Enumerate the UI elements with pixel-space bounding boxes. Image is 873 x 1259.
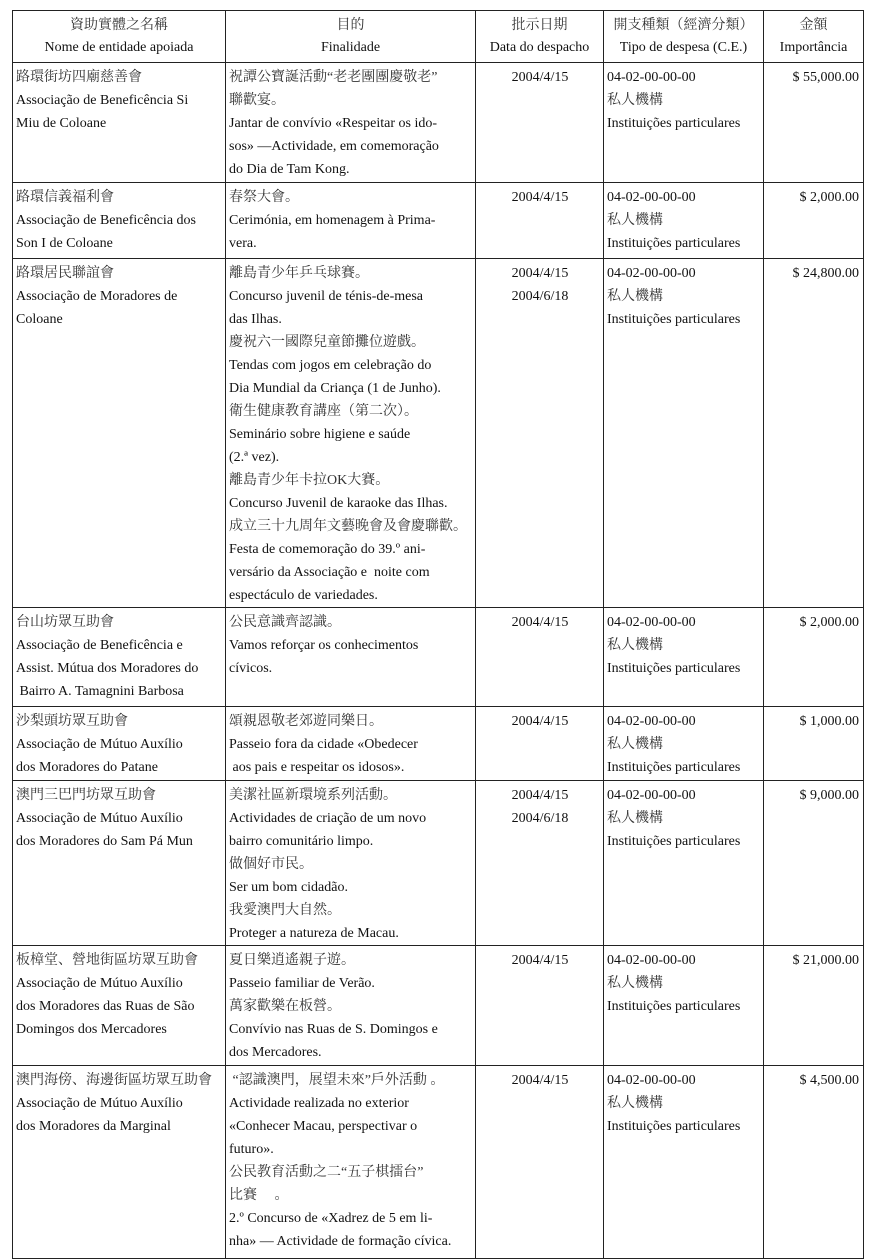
cell-date — [476, 781, 604, 946]
cell-purpose-line: 成立三十九周年文藝晚會及會慶聯歡。 — [229, 519, 467, 534]
cell-purpose-line: Ser um bom cidadão. — [229, 880, 348, 895]
cell-type-line: 04-02-00-00-00 — [607, 190, 696, 205]
cell-purpose — [226, 707, 476, 781]
cell-amount — [764, 259, 864, 608]
cell-amount — [764, 608, 864, 707]
cell-type-line: 04-02-00-00-00 — [607, 266, 696, 281]
cell-type — [604, 781, 764, 946]
cell-entity — [13, 259, 226, 608]
cell-purpose-line: sos» —Actividade, em comemoração — [229, 139, 439, 154]
cell-type-line: 私人機構 — [607, 213, 663, 228]
cell-purpose-line: Passeio familiar de Verão. — [229, 976, 375, 991]
cell-purpose — [226, 608, 476, 707]
cell-type-line: 私人機構 — [607, 289, 663, 304]
header-amount — [764, 11, 864, 63]
cell-entity-line: Associação de Moradores de — [16, 289, 178, 304]
cell-purpose-line: 祝譚公寶誕活動“老老團團慶敬老” — [229, 70, 438, 85]
cell-date-line: 2004/4/15 — [511, 953, 569, 968]
cell-type — [604, 63, 764, 183]
cell-amount-line: $ 2,000.00 — [799, 190, 859, 205]
table-row — [13, 946, 864, 1066]
cell-purpose-line: 聯歡宴。 — [229, 93, 285, 108]
cell-date — [476, 63, 604, 183]
header-pt: Nome de entidade apoiada — [44, 40, 194, 55]
cell-purpose-line: Seminário sobre higiene e saúde — [229, 427, 411, 442]
cell-purpose-line: (2.ª vez). — [229, 450, 280, 465]
cell-purpose-line: 頌親恩敬老郊遊同樂日。 — [229, 714, 383, 729]
cell-type-line: 04-02-00-00-00 — [607, 70, 696, 85]
cell-amount — [764, 781, 864, 946]
cell-purpose-line: cívicos. — [229, 661, 273, 676]
cell-entity-line: Associação de Mútuo Auxílio — [16, 976, 183, 991]
cell-amount-line: $ 55,000.00 — [792, 70, 859, 85]
cell-entity-line: Bairro A. Tamagnini Barbosa — [16, 684, 184, 699]
cell-purpose-line: do Dia de Tam Kong. — [229, 162, 350, 177]
cell-type — [604, 946, 764, 1066]
header-pt: Importância — [779, 40, 848, 55]
cell-purpose-line: futuro». — [229, 1142, 274, 1157]
cell-amount — [764, 707, 864, 781]
cell-type-line: Instituições particulares — [607, 661, 741, 676]
cell-purpose-line: Concurso juvenil de ténis-de-mesa — [229, 289, 424, 304]
cell-purpose — [226, 781, 476, 946]
cell-purpose — [226, 946, 476, 1066]
cell-entity-line: Associação de Beneficência e — [16, 638, 183, 653]
cell-purpose — [226, 183, 476, 259]
header-zh: 金額 — [799, 18, 828, 33]
cell-type-line: Instituições particulares — [607, 999, 741, 1014]
cell-entity-line: 路環信義福利會 — [16, 190, 114, 205]
cell-entity-line: Son I de Coloane — [16, 236, 113, 251]
cell-entity-line: dos Moradores do Sam Pá Mun — [16, 834, 193, 849]
cell-type-line: Instituições particulares — [607, 1119, 741, 1134]
cell-purpose-line: aos pais e respeitar os idosos». — [229, 760, 405, 775]
cell-amount — [764, 63, 864, 183]
cell-type-line: 04-02-00-00-00 — [607, 615, 696, 630]
cell-entity-line: dos Moradores das Ruas de São — [16, 999, 195, 1014]
header-pt: Tipo de despesa (C.E.) — [619, 40, 748, 55]
table-row — [13, 259, 864, 608]
cell-purpose-line: Tendas com jogos em celebração do — [229, 358, 432, 373]
cell-entity-line: 路環居民聯誼會 — [16, 266, 114, 281]
cell-purpose-line: Dia Mundial da Criança (1 de Junho). — [229, 381, 441, 396]
cell-purpose-line: bairro comunitário limpo. — [229, 834, 374, 849]
cell-entity — [13, 781, 226, 946]
cell-date — [476, 259, 604, 608]
cell-type — [604, 608, 764, 707]
cell-entity — [13, 946, 226, 1066]
cell-entity-line: 澳門海傍、海邊街區坊眾互助會 — [16, 1073, 212, 1088]
cell-purpose-line: Actividade realizada no exterior — [229, 1096, 409, 1111]
cell-purpose-line: versário da Associação e noite com — [229, 565, 430, 580]
cell-purpose-line: «Conhecer Macau, perspectivar o — [229, 1119, 418, 1134]
cell-entity — [13, 63, 226, 183]
cell-entity — [13, 183, 226, 259]
cell-type — [604, 183, 764, 259]
cell-entity-line: Associação de Beneficência Si — [16, 93, 189, 108]
cell-purpose-line: 離島青少年卡拉OK大賽。 — [229, 473, 390, 488]
cell-purpose-line: Actividades de criação de um novo — [229, 811, 427, 826]
cell-entity — [13, 707, 226, 781]
cell-type-line: 私人機構 — [607, 737, 663, 752]
cell-type-line: 私人機構 — [607, 638, 663, 653]
table-body — [13, 63, 864, 1259]
cell-purpose — [226, 63, 476, 183]
header-type — [604, 11, 764, 63]
header-row — [13, 11, 864, 63]
cell-amount-line: $ 24,800.00 — [792, 266, 859, 281]
cell-amount-line: $ 4,500.00 — [799, 1073, 859, 1088]
header-zh: 批示日期 — [511, 18, 568, 33]
cell-purpose-line: Vamos reforçar os conhecimentos — [229, 638, 419, 653]
cell-entity-line: 板樟堂、營地街區坊眾互助會 — [16, 953, 198, 968]
cell-amount — [764, 183, 864, 259]
cell-entity-line: Associação de Beneficência dos — [16, 213, 196, 228]
cell-entity-line: dos Moradores do Patane — [16, 760, 158, 775]
header-pt: Finalidade — [320, 40, 381, 55]
header-date — [476, 11, 604, 63]
cell-entity-line: Miu de Coloane — [16, 116, 107, 131]
cell-purpose-line: das Ilhas. — [229, 312, 282, 327]
cell-type-line: 04-02-00-00-00 — [607, 714, 696, 729]
cell-purpose — [226, 259, 476, 608]
cell-date — [476, 1066, 604, 1259]
cell-purpose-line: 衛生健康教育講座（第二次）。 — [229, 404, 418, 419]
cell-entity-line: 澳門三巴門坊眾互助會 — [16, 788, 156, 803]
table-row — [13, 707, 864, 781]
cell-purpose-line: 公民教育活動之二“五子棋擂台” — [229, 1165, 424, 1180]
cell-entity-line: Associação de Mútuo Auxílio — [16, 811, 183, 826]
subsidy-table — [12, 10, 864, 1259]
header-zh: 資助實體之名稱 — [70, 18, 168, 33]
cell-purpose-line: 離島青少年乒乓球賽。 — [229, 266, 369, 281]
cell-entity-line: dos Moradores da Marginal — [16, 1119, 171, 1134]
cell-purpose-line: 做個好市民。 — [229, 857, 313, 872]
cell-purpose-line: 春祭大會。 — [229, 190, 299, 205]
table-row — [13, 1066, 864, 1259]
cell-type-line: 私人機構 — [607, 811, 663, 826]
cell-purpose-line: 2.º Concurso de «Xadrez de 5 em li- — [229, 1211, 433, 1226]
cell-type-line: 04-02-00-00-00 — [607, 1073, 696, 1088]
cell-type-line: Instituições particulares — [607, 312, 741, 327]
cell-purpose-line: 萬家歡樂在板營。 — [229, 999, 341, 1014]
cell-date-line: 2004/4/15 — [511, 70, 569, 85]
cell-amount-line: $ 1,000.00 — [799, 714, 859, 729]
cell-date-line: 2004/4/15 — [511, 788, 569, 803]
cell-amount-line: $ 21,000.00 — [792, 953, 859, 968]
cell-purpose-line: Proteger a natureza de Macau. — [229, 926, 399, 941]
header-pt: Data do despacho — [489, 40, 590, 55]
cell-date — [476, 946, 604, 1066]
cell-purpose-line: 我愛澳門大自然。 — [229, 903, 341, 918]
cell-entity-line: 台山坊眾互助會 — [16, 615, 114, 630]
table-row — [13, 63, 864, 183]
cell-date-line: 2004/6/18 — [511, 289, 569, 304]
cell-date — [476, 183, 604, 259]
cell-date — [476, 608, 604, 707]
cell-purpose-line: Jantar de convívio «Respeitar os ido- — [229, 116, 438, 131]
cell-type-line: 私人機構 — [607, 976, 663, 991]
cell-date-line: 2004/4/15 — [511, 1073, 569, 1088]
cell-entity-line: 沙梨頭坊眾互助會 — [16, 714, 128, 729]
header-zh: 目的 — [336, 18, 365, 33]
cell-purpose-line: Cerimónia, em homenagem à Prima- — [229, 213, 436, 228]
cell-entity-line: Assist. Mútua dos Moradores do — [16, 661, 199, 676]
cell-purpose-line: Passeio fora da cidade «Obedecer — [229, 737, 418, 752]
cell-date-line: 2004/4/15 — [511, 266, 569, 281]
cell-purpose-line: vera. — [229, 236, 257, 251]
cell-purpose-line: 夏日樂逍遙親子遊。 — [229, 953, 355, 968]
cell-purpose-line: Concurso Juvenil de karaoke das Ilhas. — [229, 496, 448, 511]
cell-date-line: 2004/6/18 — [511, 811, 569, 826]
cell-type-line: 04-02-00-00-00 — [607, 788, 696, 803]
cell-purpose-line: dos Mercadores. — [229, 1045, 322, 1060]
cell-purpose-line: 公民意識齊認識。 — [229, 615, 341, 630]
cell-entity-line: Domingos dos Mercadores — [16, 1022, 167, 1037]
cell-amount-line: $ 2,000.00 — [799, 615, 859, 630]
cell-entity-line: Associação de Mútuo Auxílio — [16, 737, 183, 752]
cell-entity-line: Coloane — [16, 312, 63, 327]
cell-type-line: 私人機構 — [607, 93, 663, 108]
cell-purpose-line: Convívio nas Ruas de S. Domingos e — [229, 1022, 438, 1037]
cell-type — [604, 1066, 764, 1259]
cell-type-line: Instituições particulares — [607, 236, 741, 251]
header-entity — [13, 11, 226, 63]
cell-purpose-line: espectáculo de variedades. — [229, 588, 378, 603]
cell-type-line: Instituições particulares — [607, 116, 741, 131]
cell-date — [476, 707, 604, 781]
cell-type — [604, 259, 764, 608]
cell-type-line: 私人機構 — [607, 1096, 663, 1111]
header-purpose — [226, 11, 476, 63]
cell-entity — [13, 608, 226, 707]
cell-entity-line: Associação de Mútuo Auxílio — [16, 1096, 183, 1111]
cell-purpose-line: Festa de comemoração do 39.º ani- — [229, 542, 426, 557]
cell-amount-line: $ 9,000.00 — [799, 788, 859, 803]
cell-type-line: Instituições particulares — [607, 834, 741, 849]
cell-purpose-line: 慶祝六一國際兒童節攤位遊戲。 — [229, 335, 425, 350]
cell-purpose-line: “認識澳門，展望未來”戶外活動 。 — [229, 1073, 445, 1088]
cell-entity-line: 路環街坊四廟慈善會 — [16, 70, 142, 85]
cell-entity — [13, 1066, 226, 1259]
cell-purpose-line: 美潔社區新環境系列活動。 — [229, 788, 397, 803]
table-row — [13, 781, 864, 946]
cell-type — [604, 707, 764, 781]
cell-amount — [764, 1066, 864, 1259]
table-row — [13, 608, 864, 707]
cell-purpose-line: 比賽 。 — [229, 1188, 289, 1203]
cell-date-line: 2004/4/15 — [511, 615, 569, 630]
cell-amount — [764, 946, 864, 1066]
cell-type-line: 04-02-00-00-00 — [607, 953, 696, 968]
cell-date-line: 2004/4/15 — [511, 190, 569, 205]
cell-type-line: Instituições particulares — [607, 760, 741, 775]
cell-purpose — [226, 1066, 476, 1259]
header-zh: 開支種類（經濟分類） — [613, 18, 754, 33]
cell-purpose-line: nha» — Actividade de formação cívica. — [229, 1234, 452, 1249]
cell-date-line: 2004/4/15 — [511, 714, 569, 729]
table-row — [13, 183, 864, 259]
